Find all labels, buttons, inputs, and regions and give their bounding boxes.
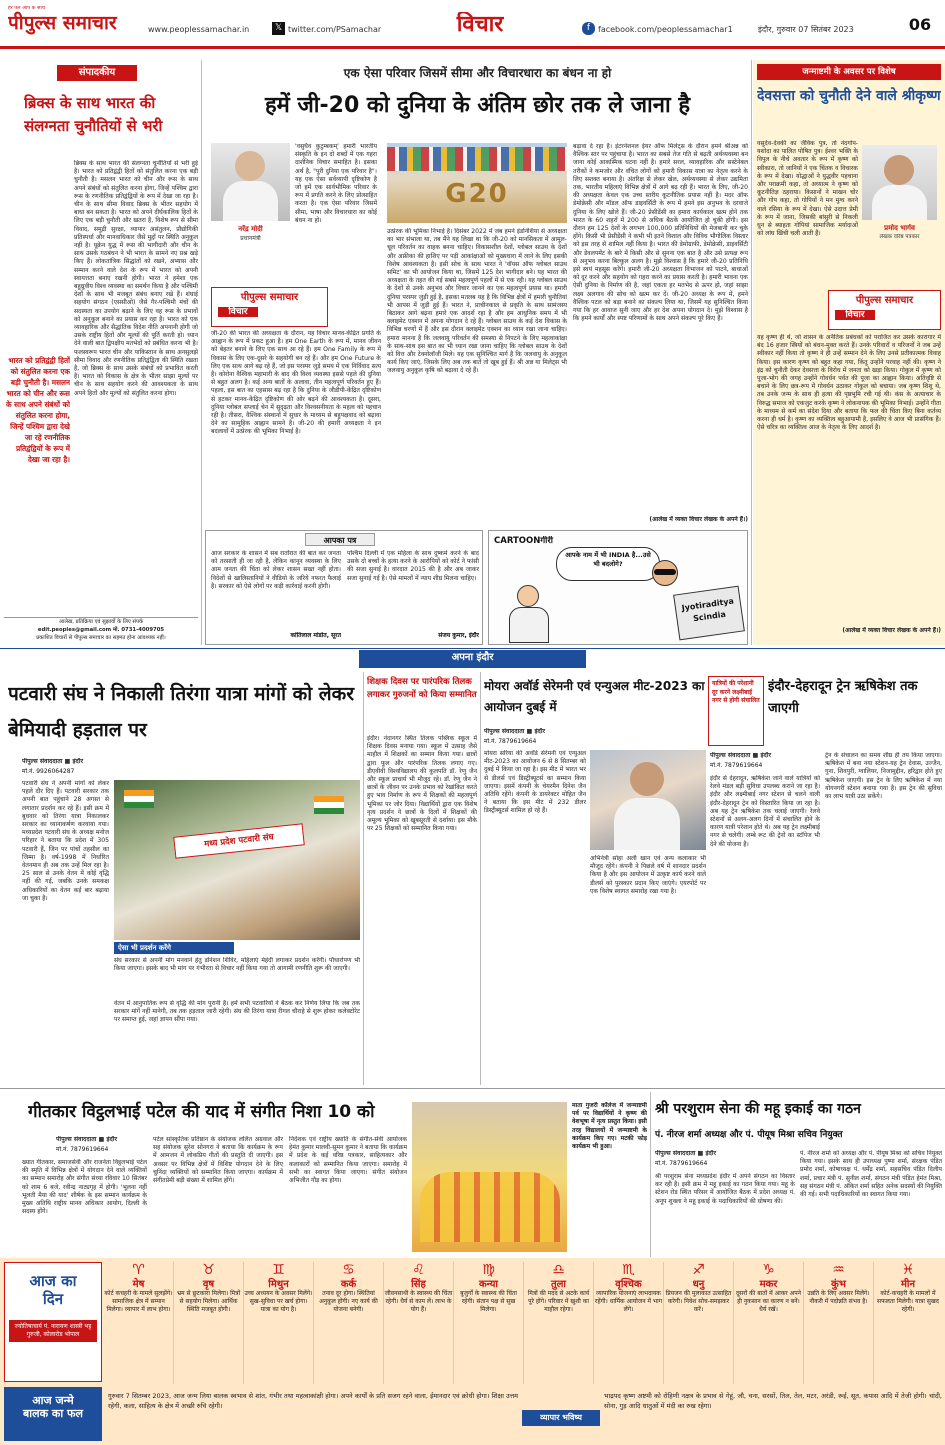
header-rule (0, 46, 945, 49)
person-icon (884, 155, 914, 185)
sign-pisces (874, 1262, 942, 1384)
facebook-link[interactable]: facebook.com/peoplessamachar1 (598, 25, 733, 34)
badge-section: विचार (218, 307, 258, 318)
train-body2: ट्रेन के संचालन का समय शीघ्र ही तय किया जाएगा। ऋषिकेश में बना नया स्टेशन-यह ट्रेन देवास, उज्जैन, गुना, शिवपुरी, ग्वालियर, निजामुद्दीन, हरिद्वार होते हुए ऋषिकेश जाएगी। इस ट्रेन के लिए ऋषिकेश में नया योगनगरी स्टेशन बनाया गया है। इस ट्रेन की सुविधा का लाभ यात्री उठा सकेंगे। (825, 752, 942, 801)
pisces-icon: ♓ (901, 1262, 915, 1278)
logo-sub: हर पल आप के साथ (8, 6, 45, 11)
twitter-link[interactable]: twitter.com/PSamachar (288, 25, 382, 34)
g20-monument-shape: G20 (445, 179, 509, 209)
lead-col3: बढ़ावा दे रहा है। इंटरनेशनल ईयर ऑफ मिलेट्स के दौरान हमने श्रीअन्न को वैश्विक स्तर पर पहुंचाया है। भारत का सबसे तेज गति से बढ़ती अर्थव्यवस्था बन जाना कोई आकस्मिक घटना नहीं है। हमारे सरल, व्यावहारिक और सस्टेनेबल तरीकों ने कमजोर और वंचित लोगों को हमारी विकास यात्रा का नेतृत्व करने के लिए सशक्त बनाया है। अंतरिक्ष से लेकर खेल, अर्थव्यवस्था से लेकर उद्यमिता तक, भारतीय महिलाएं विभिन्न क्षेत्रों में आगे बढ़ रही हैं। भारत के लिए, जी-20 की अध्यक्षता केवल एक उच्च स्तरीय कूटनीतिक प्रयास नहीं है। मदर ऑफ डेमोक्रेसी और मॉडल ऑफ डाइवर्सिटी के रूप में हमने इस अनुभव के दरवाजे दुनिया के लिए खोले हैं। जी-20 प्रेसीडेंसी का हमारा कार्यकाल खत्म होने तक भारत के 60 शहरों में 200 से अधिक बैठकें आयोजित हो चुकी होंगी। इस दौरान हम 125 देशों के लगभग 100,000 प्रतिनिधियों की मेजबानी कर चुके होंगे। किसी भी प्रेसीडेंसी ने कभी भी इतने विशाल और विविध भौगोलिक विस्तार को इस तरह से शामिल नहीं किया है। भारत की डेमोग्राफी, डेमोक्रेसी, डाइवर्सिटी और डेवलपमेंट के बारे में किसी और से सुनना एक बात है और उसे प्रत्यक्ष रूप से अनुभव करना बिल्कुल अलग है। मुझे विश्वास है कि हमारे जी-20 प्रतिनिधि इसे स्वयं महसूस करेंगे। हमारी जी-20 अध्यक्षता विभाजन को पाटने, बाधाओं को दूर करने और सहयोग को गहरा करने का प्रयास करती है। हमारी भावना एक ऐसी दुनिया के निर्माण की है, जहां एकता हर मतभेद से ऊपर हो, जहां साझा लक्ष्य अलगाव की सोच को खत्म कर दें। जी-20 अध्यक्ष के रूप में, हमने वैश्विक पटल को बड़ा बनाने का संकल्प लिया था, जिसमें यह सुनिश्चित किया गया कि हर आवाज सुनी जाए और हर देश अपना योगदान दे। मुझे विश्वास है कि हमने कार्यों और स्पष्ट परिणामों के साथ अपने संकल्प पूरे किए हैं। (573, 143, 748, 323)
g20-photo (387, 143, 567, 223)
bhargava-photo (862, 145, 937, 220)
sign-virgo (454, 1262, 524, 1384)
patwari-phone: मो.नं. 9926064287 (22, 768, 75, 775)
protest-banner-text: मध्य प्रदेश पटवारी संघ (203, 832, 275, 850)
parshuram-body2: पं. नीरज शर्मा को अध्यक्ष और पं. पीयूष मिश्रा को सचिव नियुक्त किया गया। इसके साथ ही उपाध्यक्ष पुष्पा शर्मा, संरक्षक पंडित प्रमोद शर्मा, कोषाध्यक्ष पं. धर्मेंद्र शर्मा, सहसचिव पंडित दिलीप शर्मा, प्रचार मंत्री पं. सुनील शर्मा, संगठन मंत्री पंडित हेमंत मिश्रा, सह संगठन मंत्री पं. अंकित शर्मा सहित अनेक सदस्यों की नियुक्ति की गई। सभी पदाधिकारियों का स्वागत किया गया। (800, 1150, 942, 1199)
section-rule (0, 648, 945, 649)
train-headline: इंदौर-देहरादून ट्रेन ऋषिकेश तक जाएगी (768, 679, 918, 716)
aries-icon: ♈ (132, 1262, 145, 1278)
sign-gemini (244, 1262, 314, 1384)
lead-author: नरेंद्र मोदी (238, 225, 263, 233)
sign-aries-name: मेष (132, 1278, 145, 1290)
horoscope-signs (104, 1262, 942, 1384)
sagittarius-icon: ♐ (692, 1262, 705, 1278)
vyapar-text: भाद्रपद कृष्ण अष्टमी को रोहिणी नक्षत्र के प्रभाव से गेहूं, जौ, चना, सरसों, तिल, तेल, मटर, अरंडी, रूई, सूत, कपास आदि में तेजी होगी। चांदी, सोना, गुड़ आदि धातुओं में मंदी का रुख रहेगा। (604, 1392, 942, 1410)
editorial-title: ब्रिक्स के साथ भारत की संलग्नता चुनौतियों से भरी (24, 94, 163, 135)
school-divider (650, 1092, 651, 1257)
badge-logo-text: पीपुल्स समाचार (240, 292, 299, 303)
moira-photo (590, 750, 706, 850)
sign-taurus-text: भ्रम से छुटकारा मिलेगा। मित्रों से सहयोग मिलेगा। आर्थिक स्थिति मजबूत होगी। (176, 1290, 241, 1313)
sign-capricorn-name: मकर (759, 1278, 778, 1290)
taurus-icon: ♉ (202, 1262, 215, 1278)
head-shape (517, 585, 539, 607)
editorial-tag (57, 65, 137, 81)
masthead (0, 0, 945, 46)
lead-credit: (आलेख में व्यक्त विचार लेखक के अपने हैं।) (649, 516, 748, 523)
lead-divider (751, 60, 752, 645)
sign-capricorn-text: दूसरों की बातों में आकर अपने ही नुकसान का कारण न बनें। धैर्य रखें। (735, 1290, 801, 1313)
editorial-footer-line2: edit.peoples@gmail.com मो. 0731-4009705 (37, 627, 165, 633)
twitter-icon: 𝕏 (272, 22, 285, 35)
editorial-divider (201, 60, 202, 645)
letter-1-signature: कांतिलाल मांडोत, सूरत (290, 632, 341, 639)
editorial-footer-line1: आलेख, प्रतिक्रिया एवं सुझावों के लिए संपर्क (58, 619, 144, 625)
sign-scorpio-name: वृश्चिक (615, 1278, 642, 1290)
sign-aries-text: कोर्ट कचहरी के मामले सुलझेंगे। सामाजिक क्षेत्र में सम्मान मिलेगा। व्यापार में लाभ होगा। (104, 1290, 173, 1313)
sign-aries (104, 1262, 174, 1384)
protest-banner-shape (173, 823, 305, 858)
sign-gemini-name: मिथुन (268, 1278, 289, 1290)
person-body-shape (872, 185, 927, 220)
editorial-footer-line3: प्रकाशित विचारों से पीपुल्स समाचार का सहमत होना आवश्यक नहीं। (36, 635, 166, 641)
sign-pisces-text: कोर्ट-कचहरी के मामलों में सफलता मिलेगी। यात्रा सुखद रहेगी। (877, 1290, 939, 1313)
section-title: विचार (456, 12, 504, 37)
sign-libra (524, 1262, 594, 1384)
logo-text: पीपुल्स समाचार (8, 11, 117, 34)
school-caption: माता गुजरी कॉलेज में जन्माष्टमी पर्व पर विद्यार्थियों ने कृष्ण की वेशभूषा में नृत्य प्रस्तुत किया। इसी तरह विद्यालयों में जन्माष्टमी के कार्यक्रम किए गए। मटकी फोड़ कार्यक्रम भी हुआ। (572, 1102, 647, 1151)
lead-col2: उत्प्रेरक की भूमिका निभाई है। दिसंबर 2022 में जब हमने इंडोनेशिया से अध्यक्षता का भार संभाला था, तब मैंने यह लिखा था कि जी-20 को मानसिकता में आमूल-चूल परिवर्तन का वाहक बनना चाहिए। विकासशील देशों, ग्लोबल साउथ के देशों और अफ्रीका की हाशिए पर पड़ी आकांक्षाओं को मुख्यधारा में लाने के लिए इसकी विशेष आवश्यकता है। इसी सोच के साथ भारत ने 'वॉयस ऑफ ग्लोबल साउथ समिट' का भी आयोजन किया था, जिसमें 125 देश भागीदार बने। यह भारत की अध्यक्षता के तहत की गई सबसे महत्वपूर्ण पहलों में से एक रही। यह ग्लोबल साउथ के देशों से उनके अनुभव और विचार जानने का एक महत्वपूर्ण प्रयास था। हमारी दुनिया परस्पर जुड़ी हुई है, इसका मतलब यह है कि विभिन्न क्षेत्रों में हमारी चुनौतियां भी आपस में जुड़ी हुई हैं। भारत ने, प्राचीनकाल से प्रकृति के साथ सामंजस्य बिठाकर आगे बढ़ना हमारे एक आदर्श रहा है और हम आधुनिक समय में भी क्लाइमेट एक्शन में अपना योगदान दे रहे हैं। ग्लोबल साउथ के कई देश विकास के विभिन्न चरणों में हैं और इस दौरान क्लाइमेट एक्शन का ध्यान रखा जाना चाहिए। हमारा मानना है कि जलवायु परिवर्तन की समस्या से निपटने के लिए महत्वाकांक्षा के साथ-साथ इस बात का भी ध्यान रखा जाना चाहिए कि ग्लोबल साउथ के देशों को वित्त और टेक्नोलॉजी मिले। यह एक सुनिश्चित मार्ग है कि जलवायु के अनुकूल कार्य किए जाएं, जिसके लिए अब तक बातें तो खूब हुई हैं। श्री अन्न या मिलेट्स भी जलवायु अनुकूल कृषि को बढ़ावा दे रहे हैं। (387, 228, 567, 375)
sign-libra-name: तुला (550, 1278, 567, 1290)
horoscope-astrologer: ज्योतिषाचार्य पं. नारायण शास्त्री भट्ट गुरुजी, कोलारोड भोपाल (9, 1320, 97, 1342)
cartoon-board (673, 586, 745, 641)
sign-taurus (174, 1262, 244, 1384)
parshuram-phone: मो.नं. 7879619664 (655, 1160, 708, 1167)
patwari-divider (363, 672, 364, 1085)
train-byline: पीपुल्स संवाददाता ■ इंदौर (710, 752, 771, 759)
tricolor-flag-shape (314, 796, 344, 814)
parshuram-subhead: पं. नीरज शर्मा अध्यक्ष और पं. पीयूष मिश्रा सचिव नियुक्त (655, 1130, 843, 1140)
editorial-footer (4, 617, 198, 643)
lead-col1: जी-20 की भारत की अध्यक्षता के दौरान, यह विचार मानव-केंद्रित प्रगति के आह्वान के रूप में प्रकट हुआ है। हम One Earth के रूप में, मानव जीवन को बेहतर बनाने के लिए एक साथ आ रहे हैं। हम One Family के रूप में विकास के लिए एक-दूसरे के सहयोगी बन रहे हैं। और हम One Future के लिए एक साथ आगे बढ़ रहे हैं, जो इस परस्पर जुड़े समय में एक निर्विवाद सत्य है। कोरोना वैश्विक महामारी के बाद की विश्व व्यवस्था इससे पहले की दुनिया से बहुत अलग है। कई अन्य बातों के अलावा, तीन महत्वपूर्ण परिवर्तन हुए हैं। पहला, इस बात का एहसास बढ़ रहा है कि दुनिया के जीडीपी-केंद्रित दृष्टिकोण से हटकर मानव-केंद्रित दृष्टिकोण की ओर बढ़ने की आवश्यकता है। दूसरा, दुनिया ग्लोबल सप्लाई चेन में सुदृढ़ता और विश्वसनीयता के महत्व को पहचान रही है। तीसरा, वैश्विक संस्थानों में सुधार के माध्यम से बहुपक्षवाद को बढ़ावा देने का सामूहिक आह्वान सामने है। जी-20 की हमारी अध्यक्षता ने इन बदलावों में उत्प्रेरक की भूमिका निभाई है। (211, 330, 381, 436)
patwari-byline: पीपुल्स संवाददाता ■ इंदौर (22, 758, 83, 765)
moira-headline: मोयरा अवॉर्ड सेरेमनी एवं एन्युअल मीट-2023 का आयोजन दुबई में (484, 679, 705, 714)
issue-date: इंदौर, गुरुवार 07 सितंबर 2023 (758, 25, 854, 34)
apna-indore-banner-label: अपना इंदौर (451, 652, 494, 663)
geetkar-phone: मो.नं. 7879619664 (56, 1146, 109, 1153)
gemini-icon: ♊ (272, 1262, 285, 1278)
tricolor-flag-shape (124, 790, 154, 808)
patwari-subhead: ऐसा भी प्रदर्शन करेंगे (114, 942, 234, 954)
krishna-headline: देवसत्ता को चुनौती देने वाले श्रीकृष्ण (757, 88, 941, 104)
lead-author-role: प्रधानमंत्री (240, 235, 261, 242)
lead-logo-badge (211, 287, 328, 327)
sign-cancer-text: तनाव दूर होगा। स्थितियां अनुकूल होंगी। नए कार्य की योजना बनेगी। (319, 1290, 378, 1313)
virgo-icon: ♍ (482, 1262, 495, 1278)
capricorn-icon: ♑ (762, 1262, 775, 1278)
sign-virgo-text: बुजुर्गों के स्वास्थ्य की चिंता रहेगी। संतान पक्ष से सुख मिलेगा। (460, 1290, 517, 1313)
horoscope-panchang: गुरुवार 7 सितम्बर 2023, आज जन्म लिया बालक स्वभाव से शांत, गंभीर तथा महत्वाकांक्षी होगा। अपने कार्यों के प्रति सजग रहने वाला, ईमानदार एवं क्रोधी होगा। शिक्षा उत्तम रहेगी, कला, साहित्य के क्षेत्र में अच्छी रुचि रहेगी। (108, 1392, 518, 1410)
geetkar-body: ख्यात गीतकार, समाजसेवी और राजनेता विट्ठलभाई पटेल की स्मृति में विभिन्न क्षेत्रों में योगदान देने वाले व्यक्तियों का सम्मान समारोह और संगीत संध्या रविवार 10 सितंबर को शाम 6 बजे, रवीन्द्र नाट्यगृह में होगी। 'भूलना नहीं भूलती मैया की याद' शीर्षक के इस सम्मान कार्यक्रम के मुख्य अतिथि राष्ट्रीय मानव अधिकार आयोग, दिल्ली के सदस्य होंगे। (22, 1159, 147, 1216)
sunglasses-shape (654, 569, 676, 575)
sign-pisces-name: मीन (900, 1278, 916, 1290)
patwari-photo (114, 780, 360, 940)
cartoon-board-text: Jyotiraditya Scindia (681, 596, 735, 624)
lead-intro: 'वसुधैव कुटुम्बकम्' हमारी भारतीय संस्कृति के इन दो शब्दों में एक गहरा दार्शनिक विचार समाहित है। इसका अर्थ है, "पूरी दुनिया एक परिवार है"। यह एक ऐसा सर्वव्यापी दृष्टिकोण है जो हमें एक सार्वभौमिक परिवार के रूप में प्रगति करने के लिए प्रोत्साहित करता है। एक ऐसा परिवार जिसमें सीमा, भाषा और विचारधारा का कोई बंधन ना हो। (295, 143, 377, 224)
sign-leo-name: सिंह (411, 1278, 426, 1290)
person-body-shape (614, 798, 680, 850)
person-icon (235, 151, 265, 181)
horoscope-title-box (4, 1262, 102, 1382)
krishna-tag (757, 64, 941, 80)
vyapar-label: व्यापार भविष्य (522, 1410, 600, 1426)
website-link[interactable]: www.peoplessamachar.in (148, 25, 250, 34)
aquarius-icon: ♒ (832, 1262, 845, 1278)
cancer-icon: ♋ (342, 1262, 355, 1278)
logo (8, 6, 148, 38)
teachers-body: इंदौर। नंदानगर स्थित तिलक पब्लिक स्कूल में शिक्षक दिवस मनाया गया। स्कूल में उत्साह जैसे माहौल में शिक्षकों का सम्मान किया गया। छात्रों द्वारा फूल और पारंपरिक तिलक लगाए गए। डीएवीवी विश्वविद्यालय की कुलपति डॉ. रेणु जैन और स्कूल प्राचार्य भी मौजूद रहे। डॉ. रेणु जैन ने छात्रों के जीवन पर उनके प्रभाव को रेखांकित करते हुए भाव निर्माण के रूप में शिक्षकों की महत्वपूर्ण भूमिका पर जोर दिया। विद्यार्थियों द्वारा एक विशेष नृत्य प्रदर्शन ने छात्रों के दिलों में शिक्षकों की अमूल्य भूमिका को खूबसूरती से दर्शाया। इस मौके पर 25 शिक्षकों को सम्मानित किया गया। (367, 735, 477, 833)
parshuram-byline: पीपुल्स संवाददाता ■ इंदौर (655, 1150, 716, 1157)
cartoon-speech-text: आपके नाम में भी INDIA है...उसे भी बदलोगे? (565, 551, 651, 568)
sign-libra-text: मित्रों की मदद से अटके कार्य पूरे होंगे। परिवार में खुशी का माहौल रहेगा। (527, 1290, 590, 1313)
school-photo (412, 1102, 567, 1252)
editorial-pull-quote: भारत को प्रतिद्वंद्वी हितों को संतुलित करना एक बड़ी चुनौती है। मसलन भारत को चीन और रूस के साथ अपने संबंधों को संतुलित करना होगा, जिन्हें पश्चिम द्वारा देखे जा रहे रणनीतिक प्रतिद्वंद्वियों के रूप में देखा जा रहा है। (6, 356, 70, 464)
moira-phone: मो.नं. 7879619664 (484, 738, 537, 745)
sign-scorpio (594, 1262, 664, 1384)
editorial-tag-label: संपादकीय (78, 67, 116, 78)
patwari-body2: वेतन में आनुपातिक रूप से वृद्धि की मांग पुरानी है। हमें सभी पटवारियों ने बैठक कर निर्णय लिया कि जब तक सरकार मांगें नहीं मानेगी, तब तक हड़ताल जारी रहेगी। संघ की तिरंगा यात्रा रीगल चौराहे से शुरू होकर कलेक्टोरेट पर समाप्त हुई, जहां ज्ञापन सौंपा गया। (114, 1000, 360, 1024)
patwari-headline: पटवारी संघ ने निकाली तिरंगा यात्रा मांगों को लेकर बेमियादी हड़ताल पर (8, 683, 355, 741)
krishna-intro: वसुदेव-देवकी का जैविक पुत्र, तो नंदगोप-यशोदा का पालित पोषित पुत्र। ईश्वर भक्ति के विपुल के नीचे अवतार के रूप में कृष्ण को स्वीकारा, तो जानियों ने एक चिंतक व विचारक के रूप में देखा। योद्धाओं ने युद्धवीर पहचाना और पराक्रमी कहा, तो अध्यात्म ने कृष्ण को कूटनीतिज्ञ ठहराया। किसानों ने माखन चोर और गोप कहा, तो गोपियों ने मन मुग्ध करने वाले रसिया के रूप में देखा। ऐसे उदात्त प्रेमी के रूप में जाना, जिसकी बांसुरी से निकली धुन से ब्याहता गोपियां सामाजिक मर्यादाओं को लांघ खिंची चली आती हैं। (757, 140, 858, 238)
lower-rule (0, 1088, 945, 1089)
train-phone: मो.नं. 7879619664 (710, 762, 763, 769)
sign-aquarius-name: कुंभ (831, 1278, 846, 1290)
horoscope-title-line2: दिन (42, 1289, 64, 1308)
sign-aquarius-text: उन्नति के लिए अवसर मिलेंगे। नौकरी में पदोन्नति संभव है। (807, 1290, 870, 1305)
person-icon (630, 762, 664, 796)
flags-shape (387, 147, 567, 171)
patwari-sub-body: संघ सरकार से अपनी मांग मनवाने हेतु डोनेशन शिविर, महिलाएं मेहंदी लगाकर प्रदर्शन करेंगी। पौधारोपण भी किया जाएगा। इसके बाद भी मांग पर गंभीरता से विचार नहीं किया गया तो आगामी रणनीति शुरू की जाएगी। (114, 957, 360, 973)
page-number: 06 (908, 16, 932, 34)
apna-indore-banner (0, 650, 945, 668)
sign-scorpio-text: व्यापारिक योजनाएं लाभदायक रहेंगी। धार्मिक आयोजन में भाग लेंगे। (594, 1290, 663, 1313)
moira-body2: अभिनेत्री सोहा अली खान एवं अन्य कलाकार भी मौजूद रहेंगे। कंपनी ने पिछले वर्ष में शानदार प्रदर्शन किया है और इस आयोजन में उत्कृष्ट कार्य करने वाले डीलर्स को पुरस्कार प्रदान किए जाएंगे। एयरपोर्ट पर एक विशेष स्वागत समारोह रखा गया है। (590, 855, 706, 895)
modi-photo (211, 143, 290, 221)
badge-logo-text: पीपुल्स समाचार (855, 295, 914, 306)
facebook-icon: f (582, 22, 595, 35)
sign-taurus-name: वृष (202, 1278, 215, 1290)
child-label-line2: बालक का फल (23, 1406, 83, 1420)
children-shape (420, 1172, 560, 1242)
lead-kicker: एक ऐसा परिवार जिसमें सीमा और विचारधारा का बंधन ना हो (343, 66, 612, 80)
teachers-divider (480, 672, 481, 1085)
horoscope-title-line1: आज का (29, 1272, 77, 1290)
krishna-tag-label: जन्माष्टमी के अवसर पर विशेष (802, 67, 896, 77)
sign-leo-text: जीवनसाथी के स्वास्थ्य की चिंता रहेगी। धैर्य से काम लें। लाभ के योग हैं। (384, 1290, 453, 1313)
child-label-box (4, 1387, 102, 1441)
sign-virgo-name: कन्या (478, 1278, 499, 1290)
krishna-author-role: लेखक वरिष्ठ पत्रकार (879, 234, 920, 240)
badge-section: विचार (835, 310, 875, 321)
sign-capricorn (734, 1262, 804, 1384)
sign-cancer-name: कर्क (340, 1278, 357, 1290)
krishna-logo-badge (828, 290, 941, 330)
sign-sagittarius-text: प्रियजन की मुलाकात उत्साहित करेगी। निवेश सोच-समझकर करें। (665, 1290, 732, 1313)
teachers-headline: शिक्षक दिवस पर पारंपरिक तिलक लगाकर गुरुजनों को किया सम्मानित (367, 677, 477, 700)
cartoon-man-left-shape (505, 585, 553, 643)
moira-byline: पीपुल्स संवाददाता ■ इंदौर (484, 728, 545, 735)
leo-icon: ♌ (412, 1262, 425, 1278)
editorial-body: ब्रिक्स के साथ भारत की संलग्नता चुनौतियों से भरी हुई है। भारत को प्रतिद्वंद्वी हितों को संतुलित करना एक बड़ी चुनौती है। मसलन भारत को चीन और रूस के साथ अपने संबंधों को संतुलित करना होगा, जिन्हें पश्चिम द्वारा रूस के रणनीतिक प्रतिद्वंद्वियों के रूप में देखा जा रहा है। चीन के साथ सीमा विवाद ब्रिक्स के भीतर सहयोग में बाधा बन सकता है। भारत को अपने दीर्घकालिक हितों के लिए एक बड़ी चुनौती और खतरा है, विशेष रूप से सीमा विवाद, समुद्री सुरक्षा, व्यापार असंतुलन, प्रौद्योगिकी प्रतिस्पर्धा और मानवाधिकार जैसे मुद्दों पर स्थिति अनुकूल नहीं है। यूक्रेन युद्ध में रूस की भागीदारी और चीन के साथ उसके गठबंधन ने भी भारत के सामने नए प्रश्न खड़े किए हैं। लोकतांत्रिक सिद्धांतों को रखने, अभ्यास और सम्मान करने वाले देश के रूप में भारत को अपनी स्वायत्तता बनाए रखनी होगी। भारत ने हमेशा एक बहुध्रुवीय विश्व व्यवस्था का समर्थन किया है और पश्चिमी देशों के साथ भी मजबूत संबंध बनाए रखे हैं। शंघाई सहयोग संगठन (एससीओ) जैसे गैर-पश्चिमी मंचों की सदस्यता का उपयोग बढ़ाने के लिए वह रूस के प्रभावों को अनुकूल बनाने का प्रयास कर रहा है। भारत को एक व्यावहारिक और सैद्धांतिक विदेश नीति अपनानी होगी जो उसके राष्ट्रीय हितों और मूल्यों की पूर्ति करती हो। ध्यान देने वाली बात द्विपक्षीय मतभेदों को प्रबंधित करना भी है। फलस्वरूप भारत चीन और पाकिस्तान के साथ अनसुलझे सीमा विवाद और रणनीतिक प्रतिद्वंद्विता की स्थिति रखता है, जो ब्रिक्स के साथ उसके संबंधों को प्रभावित करती है। भारत को विकास के क्षेत्र के भीतर साझा मूल्यों पर चीन के साथ सहयोग करने की आवश्यकता के साथ अपने हितों और मूल्यों को संतुलित करना होगा। (74, 160, 198, 397)
letter-2-signature: संजय कुमार, इंदौर (438, 632, 479, 639)
child-label-line1: आज जन्मे (32, 1394, 74, 1407)
sign-cancer (314, 1262, 384, 1384)
torso-shape (509, 607, 549, 643)
person-body-shape (223, 181, 278, 221)
yatri-box (708, 676, 764, 746)
letters-title: आपका पत्र (305, 533, 375, 546)
krishna-credit: (आलेख में व्यक्त विचार लेखक के अपने हैं।) (842, 627, 941, 634)
krishna-body: यह कृष्ण ही थे, जो शासन के अनैतिक प्रबंधकों को पराजित कर उसके कारागार में बंद 16 हजार स्त्रियों को बंधन-मुक्त करते हैं। उनके परिवारों व परिजनों ने जब उन्हें स्वीकार नहीं किया तो कृष्ण ने ही उन्हें सम्मान देने के लिए उनसे प्रतीकात्मक विवाह किया। इस कारण कृष्ण को बहुत कहा गया, किंतु उन्होंने परवाह नहीं की। कृष्ण ने इंद्र को चुनौती देकर देवसत्ता के विरोध में जनता को खड़ा किया। गोकुल में कृष्ण को पूजा-भोग की जगह उन्होंने गोवर्धन पर्वत की पूजा का आह्वान किया। अतिवृष्टि से बचाने के लिए छत्र-रूप में गोवर्धन उठाकर गोकुल को बचाया। जब कृष्ण शिशु थे, तब उनके जन्म के साथ ही हत्या की पृष्ठभूमि रची गई थी। कंस के अत्याचार के विरुद्ध समाज को एकजुट करके कृष्ण ने लोकनायक की भूमिका निभाई। उन्होंने गीता के माध्यम से कर्म का संदेश दिया और बताया कि फल की चिंता किए बिना कर्तव्य करना ही धर्म है। कृष्ण का व्यक्तित्व बहुआयामी है, इसलिए वे आज भी प्रासंगिक हैं। ऐसे चरित्र का व्यक्तित्व आज के नेतृत्व के लिए आदर्श है। (757, 334, 941, 432)
geetkar-body3: निर्देशक एवं राष्ट्रीय ख्याति के संगीत-सेवी आयोजक हेमंत कुमार मालवी-सुमन कुमार ने बताया कि कार्यक्रम में प्रदेश के कई वरिष्ठ पत्रकार, साहित्यकार और कलाकारों को सम्मानित किया जाएगा। समारोह में सभी का स्वागत किया जाएगा। संगीत संयोजन अभिजीत गौड़ का होगा। (289, 1136, 407, 1185)
moira-body: मोयरा सरिया की अवॉर्ड सेरेमनी एवं एन्युअल मीट-2023 का आयोजन 6 से 8 सितम्बर को दुबई में किया जा रहा है। इस मीट में भारत भर से डीलर्स एवं डिस्ट्रीब्यूटर्स का सम्मान किया जाएगा। इसमें कंपनी के चेयरमैन दिनेश जैन अतिथि रहेंगे। कंपनी के डायरेक्टर मोहित जैन ने बताया कि इस मीट में 232 डीलर डिस्ट्रीब्यूटर्स शामिल हो रहे हैं। (484, 750, 586, 815)
sign-sagittarius-name: धनु (692, 1278, 705, 1290)
cartoon-label: CARTOONगीरी (494, 536, 554, 546)
sign-leo (384, 1262, 454, 1384)
geetkar-body2: पटेल सांस्कृतिक प्रतिष्ठान के संयोजक ललित अग्रवाल और सह संयोजक सुरेश सोनगरा ने बताया कि कार्यक्रम के रूप में आमजन में लोकप्रिय गीतों की प्रस्तुति दी जाएगी। इस अवसर पर विभिन्न क्षेत्रों में विशिष्ट योगदान देने के लिए चुनिंदा व्यक्तियों को सम्मानित किया जाएगा। कार्यक्रम में संगीतप्रेमी बड़ी संख्या में शामिल होंगे। (153, 1136, 283, 1185)
scorpio-icon: ♏ (622, 1262, 635, 1278)
patwari-body1: पटवारी संघ ने अपनी मांगों को लेकर पहले दौर दिए हैं। पटवारी सरकार तक अपनी बात पहुंचाने 28 अगस्त से लगातार प्रदर्शन कर रहे हैं। इसी क्रम में बुधवार को तिरंगा यात्रा निकालकर सरकार का ध्यानाकर्षण करवाया गया। मध्यप्रदेश पटवारी संघ के अध्यक्ष मनोज परिहार ने बताया कि प्रदेश में 305 पटवारी हैं, जिन पर पांचों तहसील का जिम्मा है। वर्ष-1998 में निर्धारित वेतनमान ही अब तक उन्हें मिल रहा है। 25 साल से उनके वेतन में कोई वृद्धि नहीं की गई, जबकि उनके समकक्ष अधिकारियों का वेतन कई बार बढ़ाया जा चुका है। (22, 780, 109, 902)
lead-headline: हमें जी-20 को दुनिया के अंतिम छोर तक ले जाना है (264, 93, 691, 118)
sign-aquarius (804, 1262, 874, 1384)
geetkar-headline: गीतकार विट्ठलभाई पटेल की याद में संगीत निशा 10 को (28, 1102, 375, 1122)
yatri-title: यात्रियों की परेशानी दूर करने लक्ष्मीबाई नगर से होगी संचालित (712, 680, 760, 704)
train-body: इंदौर से देहरादून, ऋषिकेश जाने वाले यात्रियों को रेलवे मंडल बड़ी सुविधा उपलब्ध कराने जा रहा है। इंदौर और लक्ष्मीबाई नगर स्टेशन से चलने वाली इंदौर-देहरादून ट्रेन को विस्तारित किया जा रहा है। अब यह ट्रेन ऋषिकेश तक चलाई जाएगी। रेलवे स्टेशनों से अलग-अलग दिनों में संचालित होने के कारण यात्री परेशान होते थे। अब यह ट्रेन लक्ष्मीबाई नगर से चलेगी। लम्बे रूट की ट्रेनों का स्टॉपेज भी देने की योजना है। (710, 775, 820, 848)
libra-icon: ♎ (552, 1262, 565, 1278)
sign-sagittarius (664, 1262, 734, 1384)
geetkar-byline: पीपुल्स संवाददाता ■ इंदौर (56, 1136, 117, 1143)
letter-2: पश्चिम दिल्ली में एक महिला के साथ दुष्कर्म करने के बाद उसके दो बच्चों के हत्या करने के आरोपियों को कोर्ट ने फांसी की सजा सुनाई है। वारदात 2015 की है और अब जाकर सजा सुनाई गई है। ऐसे मामलों में न्याय शीघ्र मिलना चाहिए। (347, 550, 479, 582)
parshuram-headline: श्री परशुराम सेना की महू इकाई का गठन (655, 1101, 861, 1117)
krishna-author: प्रमोद भार्गव (884, 224, 915, 232)
sign-gemini-text: उच्च अध्ययन के अवसर मिलेंगे। सुख-सुविधा पर खर्च होगा। यात्रा का योग है। (244, 1290, 313, 1313)
parshuram-body: श्री परशुराम सेना मध्यप्रदेश इंदौर में अपने संगठन का विस्तार कर रही है। इसी क्रम में महू इकाई का गठन किया गया। महू के स्टेशन रोड स्थित परिसर में आयोजित बैठक में प्रदेश अध्यक्ष पं. अनूप शुक्ला ने महू इकाई के पदाधिकारियों की घोषणा की। (655, 1173, 795, 1205)
letter-1: आज सरकार के शासन में सब रातोंरात की बात कर जनता को तरसाती ही जा रही है, लेकिन कानून व्यवस्था के लिए आम जनता की चिंता को लेकर शासन सख्त नहीं होता। विदेशों से खालिस्तानियों ने वीडियो के जरिये नफरत फैलाई है। सरकार को ऐसे लोगों पर कड़ी कार्रवाई करनी होगी। (211, 550, 341, 590)
